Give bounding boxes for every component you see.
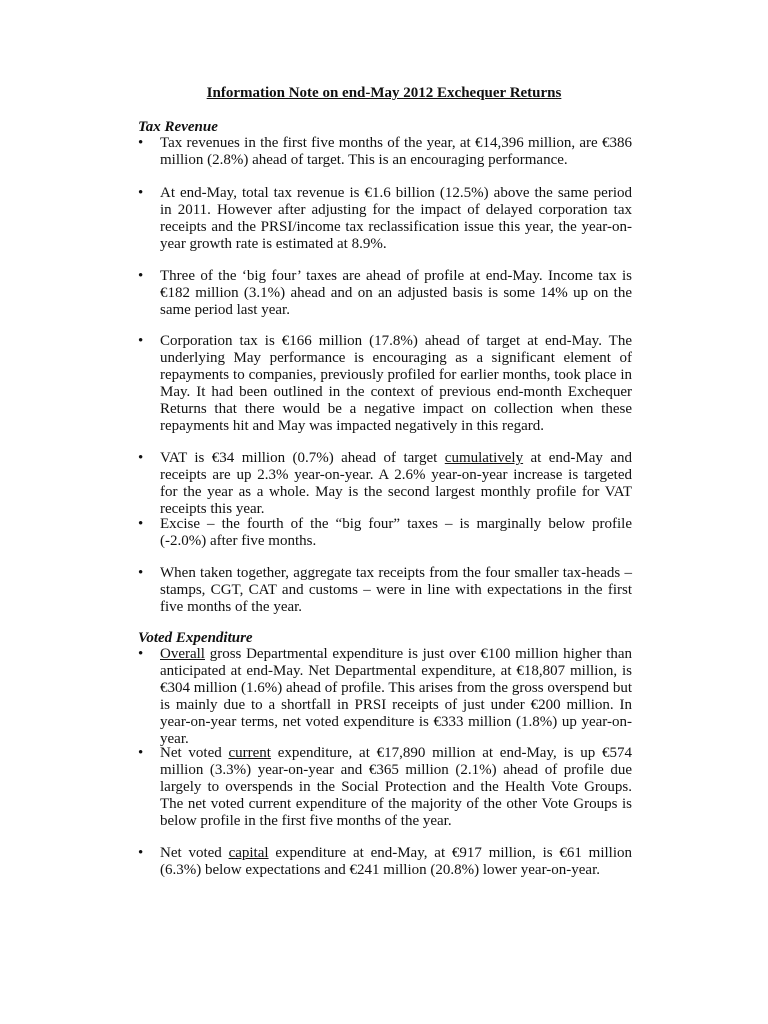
bullet-item (138, 450, 632, 518)
bullet-text (160, 450, 632, 518)
bullet-text: Corporation tax is €166 million (17.8%) ahead of target at end-May. The underlying May performance is encouraging as a significant element of repayments to companies, previously profiled for earlier months, took place in May. It had been outlined in the context of previous end-month Exchequer Returns that there would be a negative impact on collection when these repayments hit and May was impacted negatively in this regard. (160, 333, 632, 434)
bullet-text-after: at end-May and receipts are up 2.3% year-on-year. A 2.6% year-on-year increase is targeted for the year as a whole. May is the second largest monthly profile for VAT receipts this year. (160, 450, 632, 517)
underlined-term: Overall (160, 646, 205, 662)
bullet-icon: • (138, 646, 144, 662)
bullet-text (160, 646, 632, 748)
document-title: Information Note on end-May 2012 Exchequer Returns (206, 85, 562, 101)
bullet-icon: • (138, 745, 144, 761)
bullet-item (138, 333, 632, 435)
bullet-item (138, 268, 632, 319)
bullet-item (138, 135, 632, 169)
bullet-item (138, 516, 632, 550)
bullet-icon: • (138, 268, 144, 284)
bullet-item (138, 185, 632, 253)
bullet-text-before: Net voted (160, 745, 229, 761)
bullet-icon: • (138, 135, 144, 151)
bullet-icon: • (138, 185, 144, 201)
bullet-text-before: Net voted (160, 845, 229, 861)
bullet-icon: • (138, 516, 144, 532)
bullet-item (138, 845, 632, 879)
bullet-icon: • (138, 333, 144, 349)
underlined-term: capital (228, 845, 269, 861)
bullet-item (138, 565, 632, 616)
bullet-item (138, 646, 632, 748)
bullet-text (160, 845, 632, 879)
section-heading-voted-expenditure: Voted Expenditure (138, 630, 253, 646)
bullet-icon: • (138, 565, 144, 581)
bullet-text (160, 745, 632, 830)
underlined-term: current (228, 745, 271, 761)
bullet-text: Excise – the fourth of the “big four” taxes – is marginally below profile (-2.0%) after five months. (160, 516, 632, 549)
bullet-text-after: expenditure at end-May, at €917 million, is €61 million (6.3%) below expectations and €241 million (20.8%) lower year-on-year. (160, 845, 633, 878)
section-heading-tax-revenue: Tax Revenue (138, 119, 218, 135)
bullet-text-before: VAT is €34 million (0.7%) ahead of target (160, 450, 445, 466)
bullet-icon: • (138, 845, 144, 861)
bullet-text: At end-May, total tax revenue is €1.6 billion (12.5%) above the same period in 2011. However after adjusting for the impact of delayed corporation tax receipts and the PRSI/income tax reclassification issue this year, the year-on-year growth rate is estimated at 8.9%. (160, 185, 632, 252)
bullet-text: Tax revenues in the first five months of the year, at €14,396 million, are €386 million (2.8%) ahead of target. This is an encouraging performance. (160, 135, 632, 168)
bullet-text-after: expenditure, at €17,890 million at end-May, is up €574 million (3.3%) year-on-year and €365 million (2.1%) ahead of profile due largely to overspends in the Social Protection and the Health Vote Groups. The net voted current expenditure of the majority of the other Vote Groups is below profile in the first five months of the year. (160, 745, 632, 829)
bullet-text: Three of the ‘big four’ taxes are ahead of profile at end-May. Income tax is €182 million (3.1%) ahead and on an adjusted basis is some 14% up on the same period last year. (160, 268, 632, 318)
bullet-text: When taken together, aggregate tax receipts from the four smaller tax-heads – stamps, CGT, CAT and customs – were in line with expectations in the first five months of the year. (160, 565, 632, 615)
bullet-item (138, 745, 632, 830)
bullet-text-after: gross Departmental expenditure is just over €100 million higher than anticipated at end-May. Net Departmental expenditure, at €18,807 million, is €304 million (1.6%) ahead of profile. This arises from the gross overspend but is mainly due to a shortfall in PRSI receipts of just under €200 million. In year-on-year terms, net voted expenditure is €333 million (1.8%) up year-on-year. (160, 646, 632, 747)
bullet-icon: • (138, 450, 144, 466)
underlined-term: cumulatively (444, 450, 524, 466)
